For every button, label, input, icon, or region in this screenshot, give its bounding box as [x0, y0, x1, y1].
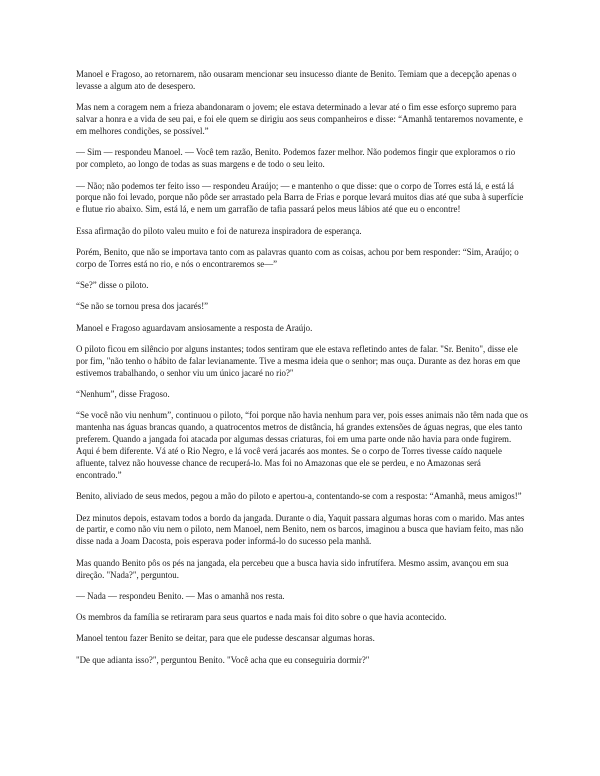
paragraph: “Se não se tornou presa dos jacarés!”	[76, 301, 209, 312]
paragraph: — Sim — respondeu Manoel. — Você tem razão, Benito. Podemos fazer melhor. Não podemos fingir que exploramos o rio por completo, ao longo de todas as suas margens e de todo o seu leito.	[76, 147, 516, 170]
paragraph: — Nada — respondeu Benito. — Mas o amanhã nos resta.	[76, 590, 285, 601]
paragraph: Manoel e Fragoso aguardavam ansiosamente a resposta de Araújo.	[76, 322, 313, 333]
paragraph: “Nenhum”, disse Fragoso.	[76, 389, 170, 400]
paragraph: “Se você não viu nenhum”, continuou o piloto, “foi porque não havia nenhum para ver, pois esses animais não têm nada que os mantenha nas águas brancas quando, a quatrocentos metros de distância, há grandes extensões de águas negras, que eles tanto preferem. Quando a jangada foi atacada por algumas dessas criaturas, foi em uma parte onde não havia para onde fugirem. Aqui é bem diferente. Vá até o Rio Negro, e lá você verá jacarés aos montes. Se o corpo de Torres tivesse caído naquele afluente, talvez não houvesse chance de recuperá-lo. Mas foi no Amazonas que ele se perdeu, e no Amazonas será encontrado.”	[76, 410, 528, 480]
paragraph: O piloto ficou em silêncio por alguns instantes; todos sentiram que ele estava refletindo antes de falar. "Sr. Benito", disse ele por fim, "não tenho o hábito de falar levianamente. Tive a mesma ideia que o senhor; mas ouça. Durante as dez horas em que estivemos trabalhando, o senhor viu um único jacaré no rio?"	[76, 344, 521, 378]
paragraph: Manoel tentou fazer Benito se deitar, para que ele pudesse descansar algumas horas.	[76, 633, 375, 644]
paragraph: Manoel e Fragoso, ao retornarem, não ousaram mencionar seu insucesso diante de Benito. Temiam que a decepção apenas o levasse a algum ato de desespero.	[76, 69, 517, 91]
paragraph: Os membros da família se retiraram para seus quartos e nada mais foi dito sobre o que havia acontecido.	[76, 612, 447, 623]
document-body	[76, 69, 528, 676]
paragraph: "De que adianta isso?", perguntou Benito. "Você acha que eu conseguiria dormir?"	[76, 654, 370, 665]
paragraph: Mas nem a coragem nem a frieza abandonaram o jovem; ele estava determinado a levar até o fim esse esforço supremo para salvar a honra e a vida de seu pai, e foi ele quem se dirigiu aos seus companheiros e disse: “Amanhã tentaremos novamente, e em melhores condições, se possível.”	[76, 102, 523, 137]
paragraph: Benito, aliviado de seus medos, pegou a mão do piloto e apertou-a, contentando-se com a resposta: “Amanhã, meus amigos!”	[76, 491, 522, 502]
paragraph: — Não; não podemos ter feito isso — respondeu Araújo; — e mantenho o que disse: que o corpo de Torres está lá, e está lá porque não foi levado, porque não pôde ser arrastado pela Barra de Frias e porque levará muitos dias até que suba à superfície e flutue rio abaixo. Sim, está lá, e nem um garrafão de tafia passará pelos meus lábios até que eu o encontre!	[76, 180, 524, 215]
paragraph: Dez minutos depois, estavam todos a bordo da jangada. Durante o dia, Yaquit passara algumas horas com o marido. Mas antes de partir, e como não viu nem o piloto, nem Manoel, nem Benito, nem os barcos, imaginou a busca que haviam feito, mas não disse nada a Joam Dacosta, pois esperava poder informá-lo do sucesso pela manhã.	[76, 512, 525, 547]
paragraph: Porém, Benito, que não se importava tanto com as palavras quanto com as coisas, achou por bem responder: “Sim, Araújo; o corpo de Torres está no rio, e nós o encontraremos se—”	[76, 246, 519, 269]
paragraph: Mas quando Benito pôs os pés na jangada, ela percebeu que a busca havia sido infrutífera. Mesmo assim, avançou em sua direção. "Nada?", perguntou.	[76, 557, 509, 580]
paragraph: Essa afirmação do piloto valeu muito e foi de natureza inspiradora de esperança.	[76, 225, 362, 236]
paragraph: “Se?” disse o piloto.	[76, 280, 149, 291]
